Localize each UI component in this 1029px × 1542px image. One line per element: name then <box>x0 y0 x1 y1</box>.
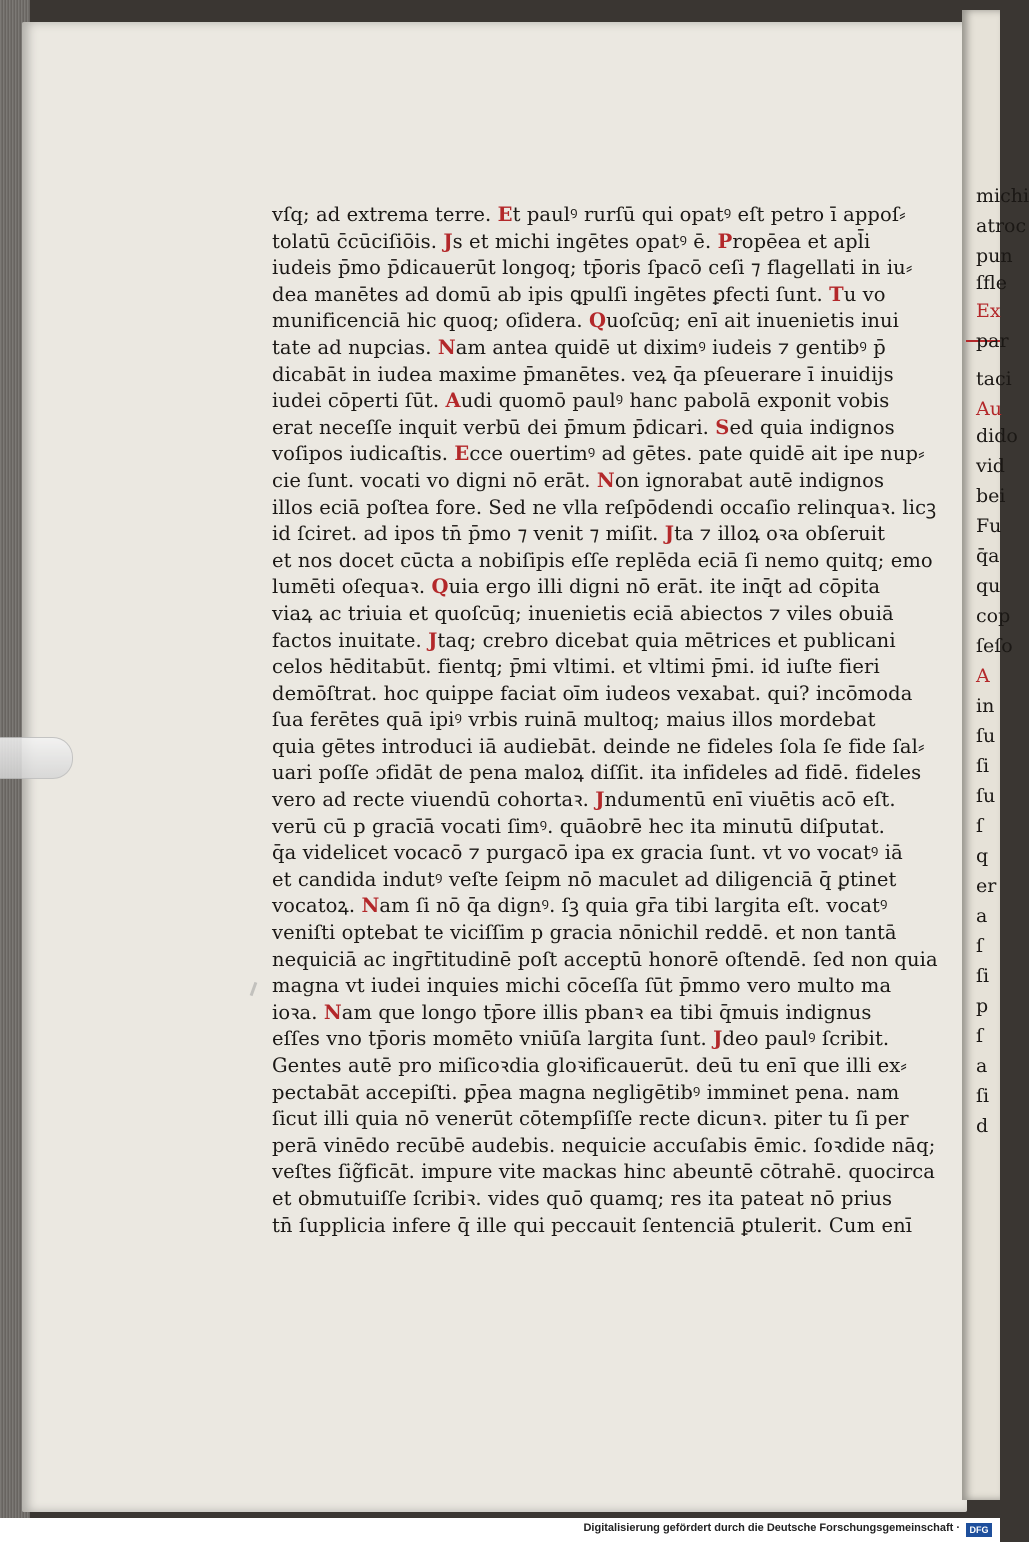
text-line: tn̄ ſupplicia infere q̄ ille qui peccauit ſentenciā ꝑtulerit. Cum enī <box>272 1213 913 1237</box>
facing-page-fragment: par <box>976 330 1009 352</box>
facing-page-fragment: q̄a <box>976 545 1000 567</box>
facing-page-fragment: ſeſo <box>976 635 1013 657</box>
text-line: voſipos iudicaſtis. Ecce ouertimꝰ ad gētes. pate quidē ait ipe nup⸗ <box>272 442 925 466</box>
facing-page-fragment: ſu <box>976 725 996 747</box>
text-line: iudei cōperti ſūt. Audi quomō paulꝰ hanc pabolā exponit vobis <box>272 389 890 413</box>
facing-page-fragment: d <box>976 1115 989 1137</box>
page-mark <box>250 982 258 996</box>
facing-page-fragment: atroc <box>976 215 1027 237</box>
facing-page-fragment: er <box>976 875 997 897</box>
text-line: dicabāt in iudea maxime p̄manētes. veꝝ q̄a pſeuerare ī inuidijs <box>272 362 894 386</box>
facing-page-fragment: ſ <box>976 935 984 957</box>
text-block <box>272 202 938 1239</box>
text-line: nequiciā ac ingr̄titudinē poſt acceptū honorē oſtendē. ſed non quia <box>272 947 938 971</box>
text-line: veniſti optebat te viciſſim p gracia nōnichil reddē. et non tantā <box>272 921 897 945</box>
facing-page-fragment: pun <box>976 245 1013 267</box>
text-line: ſua ferētes quā ipiꝰ vrbis ruinā multoq; maius illos mordebat <box>272 708 876 732</box>
text-line: et obmutuiſſe ſcribiꝛ. vides quō quamq; res ita pateat nō prius <box>272 1186 893 1210</box>
text-line: tolatū c̄cūciſiōis. Js et michi ingētes opatꝰ ē. Propēea et apl̄i <box>272 229 871 253</box>
text-line: ſicut illi quia nō venerūt cōtempſiſſe recte dicunꝛ. piter tu ſi per <box>272 1107 909 1131</box>
text-line: vocatoꝝ. Nam ſi nō q̄a dignꝰ. ſꝫ quia gr̄a tibi largita eſt. vocatꝰ <box>272 894 888 918</box>
facing-page-fragment: ſu <box>976 785 996 807</box>
text-line: uari poſſe ɔfidāt de pena maloꝝ diſſit. ita infideles ad fidē. fideles <box>272 761 922 785</box>
text-line: demōſtrat. hoc quippe faciat oīm iudeos vexabat. qui? incōmoda <box>272 681 913 705</box>
text-line: verū cū p gracīā vocati ſimꝰ. quāobrē hec ita minutū diſputat. <box>272 814 885 838</box>
footer-bar <box>0 1518 1000 1542</box>
facing-page-fragment: qu <box>976 575 1001 597</box>
facing-page-fragment: ſi <box>976 965 990 987</box>
text-line: viaꝝ ac triuia et quoſcūq; inuenietis eciā abiectos ⁊ viles obuiā <box>272 601 894 625</box>
text-line: id ſciret. ad ipos tn̄ p̄mo ⁊ venit ⁊ miſit. Jta ⁊ illoꝝ oꝛa obſeruit <box>272 522 886 546</box>
facing-page-fragment: bei <box>976 485 1006 507</box>
facing-page-fragment: in <box>976 695 995 717</box>
text-line: illos eciā poſtea fore. Sed ne vlla reſpōdendi occaſio relinquaꝛ. licꝫ <box>272 495 937 519</box>
facing-page-fragment: p <box>976 995 989 1017</box>
facing-page-fragment: A <box>976 665 990 687</box>
text-line: factos inuitate. Jtaq; crebro dicebat quia mētrices et publicani <box>272 628 896 652</box>
text-line: eſſes vno tp̄oris momēto vniūſa largita ſunt. Jdeo paulꝰ ſcribit. <box>272 1027 890 1051</box>
text-line: veſtes ſig̃ficāt. impure vite mackas hinc abeuntē cōtrahē. quocirca <box>272 1160 936 1184</box>
facing-page-fragment: Ex <box>976 300 1001 322</box>
text-line: magna vt iudei inquies michi cōceſſa ſūt p̄mmo vero multo ma <box>272 974 892 998</box>
text-line: ioꝛa. Nam que longo tp̄ore illis pbanꝛ ea tibi q̄muis indignus <box>272 1000 872 1024</box>
text-line: q̄a videlicet vocacō ⁊ purgacō ipa ex gracia ſunt. vt vo vocatꝰ iā <box>272 841 903 865</box>
facing-page-fragment: cop <box>976 605 1011 627</box>
main-page <box>22 22 967 1512</box>
text-line: cie ſunt. vocati vo digni nō erāt. Non ignorabat autē indignos <box>272 468 885 492</box>
facing-page-fragment: Fu <box>976 515 1002 537</box>
bookmark-clip <box>0 737 73 779</box>
text-line: et candida indutꝰ veſte ſeipm nō maculet ad diligenciā q̄ ꝑtinet <box>272 867 897 891</box>
facing-page-fragment: q <box>976 845 989 867</box>
text-line: munificenciā hic quoq; oſidera. Quoſcūq; enī ait inuenietis inui <box>272 309 899 333</box>
text-line: pectabāt accepiſti. ꝑp̄ea magna negligētibꝰ imminet pena. nam <box>272 1080 900 1104</box>
text-line: lumēti oſequaꝛ. Quia ergo illi digni nō erāt. ite inq̄t ad cōpita <box>272 575 881 599</box>
text-line: perā vinēdo recūbē audebis. nequicie accuſabis ēmic. ſoꝛdide nāq; <box>272 1133 936 1157</box>
facing-page-fragment: ſi <box>976 1085 990 1107</box>
facing-page-strip <box>962 10 1029 1500</box>
facing-page-fragment: ſfle <box>976 272 1007 294</box>
text-line: dea manētes ad domū ab ipis ꝗpulſi ingētes ꝑfecti ſunt. Tu vo <box>272 282 886 306</box>
text-line: et nos docet cūcta a nobiſipis eſſe replēda eciā ſi nemo quitq; emo <box>272 548 933 572</box>
facing-page-fragment: a <box>976 1055 988 1077</box>
text-line: tate ad nupcias. Nam antea quidē ut diximꝰ iudeis ⁊ gentibꝰ p̄ <box>272 335 886 359</box>
facing-page-fragment: dido <box>976 425 1018 447</box>
text-line: quia gētes introduci iā audiebāt. deinde ne fideles ſola ſe fide ſal⸗ <box>272 734 925 758</box>
facing-page-fragment: ſi <box>976 755 990 777</box>
text-line: erat neceſſe inquit verbū dei p̄mum p̄dicari. Sed quia indignos <box>272 415 895 439</box>
facing-page-fragment: taci <box>976 368 1012 390</box>
facing-page-fragment: a <box>976 905 988 927</box>
footer-credit: Digitalisierung gefördert durch die Deutsche Forschungsgemeinschaft · <box>583 1522 960 1534</box>
text-line: vſq; ad extrema terre. Et paulꝰ rurſū qui opatꝰ eſt petro ī appoſ⸗ <box>272 203 906 226</box>
facing-page-fragment: ſ <box>976 1025 984 1047</box>
facing-page-fragment: ſ <box>976 815 984 837</box>
dfg-logo-icon: DFG <box>966 1523 992 1537</box>
text-line: vero ad recte viuendū cohortaꝛ. Jndumentū enī viuētis acō eſt. <box>272 788 896 812</box>
facing-page-fragment: Au <box>976 398 1002 420</box>
text-line: Gentes autē pro miſicoꝛdia gloꝛificauerūt. deū tu enī que illi ex⸗ <box>272 1054 908 1077</box>
text-line: celos hēditabūt. fientq; p̄mi vltimi. et vltimi p̄mi. id iuſte fieri <box>272 655 880 679</box>
facing-page-fragment: michi <box>976 185 1029 207</box>
text-line: iudeis p̄mo p̄dicauerūt longoq; tp̄oris ſpacō ceſi ⁊ flagellati in iu⸗ <box>272 256 913 280</box>
facing-page-fragment: vid <box>976 455 1005 477</box>
